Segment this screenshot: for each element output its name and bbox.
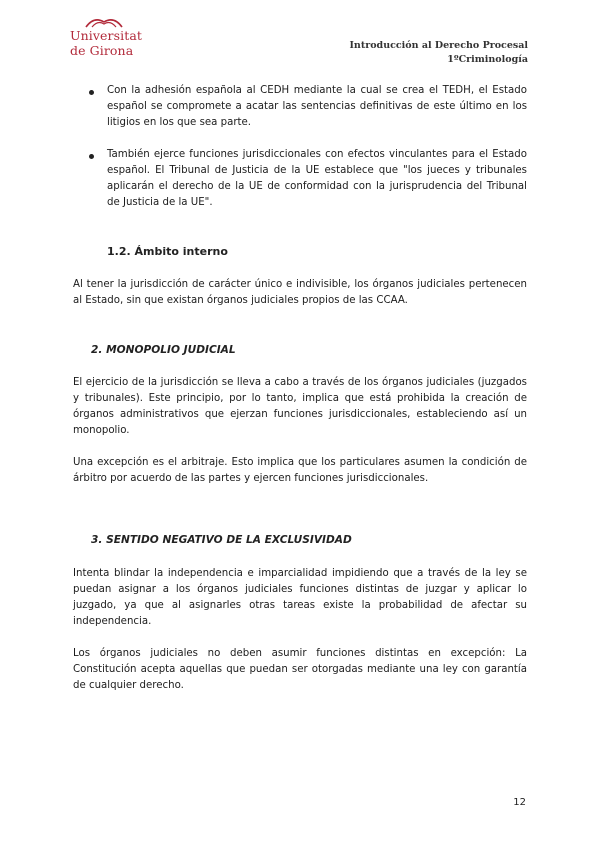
logo-text-line2: de Girona <box>70 43 134 58</box>
section-2-heading: 2. MONOPOLIO JUDICIAL <box>91 344 236 356</box>
header-course-title: Introducción al Derecho Procesal <box>349 40 528 51</box>
bullet-item: Con la adhesión española al CEDH mediante la cual se crea el TEDH, el Estado español se compromete a acatar las sentencias definitivas de este último en los litigios en los que sea parte. <box>107 85 527 128</box>
section-2-paragraph-1: El ejercicio de la jurisdicción se lleva a cabo a través de los órganos judiciales (juzgados y tribunales). Este principio, por lo tanto, implica que está prohibida la creación de órganos administrativos que ejerzan funciones jurisdiccionales, estableciendo así un monopolio. <box>73 377 527 436</box>
section-3-heading: 3. SENTIDO NEGATIVO DE LA EXCLUSIVIDAD <box>91 534 352 546</box>
logo-text-line1: Universitat <box>70 28 143 43</box>
page-number: 12 <box>513 797 526 808</box>
bullet-item: También ejerce funciones jurisdiccionales con efectos vinculantes para el Estado español. El Tribunal de Justicia de la UE establece que "los jueces y tribunales aplicarán el derecho de la UE de conformidad con la jurisprudencia del Tribunal de Justicia de la UE". <box>107 149 527 208</box>
section-3-paragraph-1: Intenta blindar la independencia e imparcialidad impidiendo que a través de la ley se puedan asignar a los órganos judiciales funciones distintas de juzgar y aplicar lo juzgado, ya que al asignarles otras tareas existe la probabilidad de afectar su independencia. <box>73 568 527 627</box>
university-logo <box>70 16 150 74</box>
section-2-paragraph-2: Una excepción es el arbitraje. Esto implica que los particulares asumen la condición de árbitro por acuerdo de las partes y ejercen funciones jurisdiccionales. <box>73 457 527 484</box>
section-3-paragraph-2: Los órganos judiciales no deben asumir funciones distintas en excepción: La Constitución acepta aquellas que puedan ser otorgadas mediante una ley con garantía de cualquier derecho. <box>73 648 527 691</box>
bullet-dot-icon <box>89 90 94 95</box>
section-1-2-heading: 1.2. Ámbito interno <box>107 245 228 258</box>
section-1-2-paragraph: Al tener la jurisdicción de carácter único e indivisible, los órganos judiciales pertenecen al Estado, sin que existan órganos judiciales propios de las CCAA. <box>73 279 527 306</box>
bullet-dot-icon <box>89 154 94 159</box>
header-program: 1ºCriminología <box>447 54 528 65</box>
logo-crest-icon <box>84 16 124 28</box>
